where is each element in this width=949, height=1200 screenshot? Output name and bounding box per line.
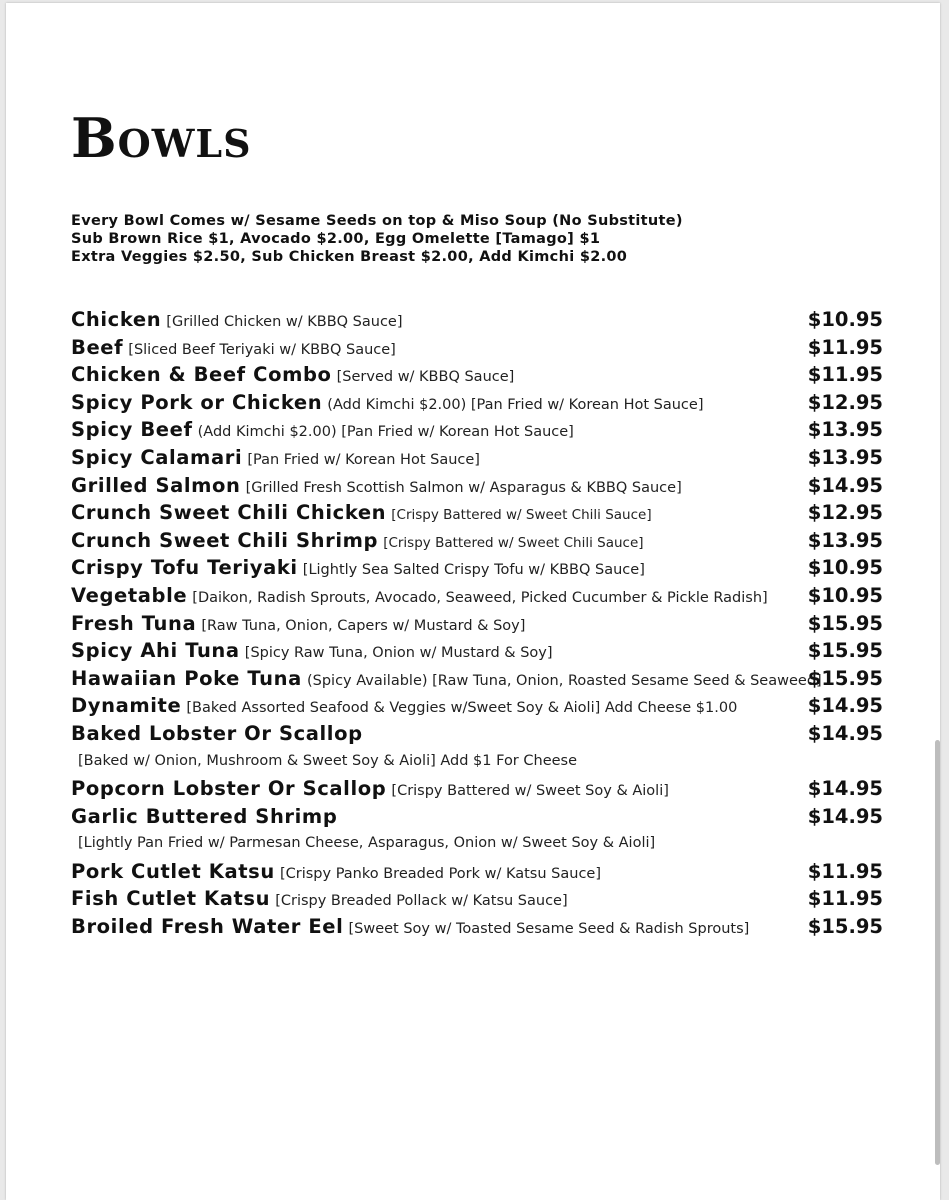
menu-item-description: [Raw Tuna, Onion, Capers w/ Mustard & Soy] [201, 617, 526, 634]
menu-item-price: $15.95 [807, 639, 883, 663]
menu-item-name: Vegetable [71, 583, 188, 607]
menu-item-description [71, 748, 883, 776]
menu-item-description: (Spicy Available) [Raw Tuna, Onion, Roasted Sesame Seed & Seaweed] [306, 672, 822, 689]
menu-item [71, 582, 883, 610]
scrollbar[interactable] [935, 740, 940, 1165]
menu-item-price: $14.95 [807, 473, 883, 497]
menu-item [71, 527, 883, 555]
menu-item-name: Fish Cutlet Katsu [71, 887, 271, 911]
menu-item-name: Grilled Salmon [71, 473, 241, 497]
menu-item-name: Baked Lobster Or Scallop [71, 721, 363, 745]
menu-item [71, 554, 883, 582]
menu-item-description: [Served w/ KBBQ Sauce] [336, 369, 515, 386]
menu-item [71, 858, 883, 886]
menu-item-description: [Daikon, Radish Sprouts, Avocado, Seaweed, Picked Cucumber & Pickle Radish] [192, 589, 768, 606]
menu-item-description-text: [Baked w/ Onion, Mushroom & Sweet Soy & Aioli] Add $1 For Cheese [78, 752, 578, 769]
menu-item-price: $15.95 [807, 915, 883, 939]
menu-list [71, 306, 883, 941]
menu-item [71, 444, 883, 472]
menu-item-name: Spicy Beef [71, 418, 193, 442]
menu-item-name: Garlic Buttered Shrimp [71, 804, 338, 828]
menu-item-description: (Add Kimchi $2.00) [Pan Fried w/ Korean Hot Sauce] [197, 424, 574, 441]
menu-item-price: $13.95 [807, 528, 883, 552]
menu-item [71, 306, 883, 334]
menu-item-name: Crunch Sweet Chili Chicken [71, 501, 387, 525]
menu-item-description: [Crispy Battered w/ Sweet Chili Sauce] [383, 534, 644, 551]
menu-item-price: $11.95 [807, 887, 883, 911]
menu-item [71, 361, 883, 389]
menu-item-name: Broiled Fresh Water Eel [71, 915, 344, 939]
menu-item-description: [Grilled Chicken w/ KBBQ Sauce] [166, 314, 403, 330]
menu-item-price: $11.95 [807, 363, 883, 387]
bowl-note: Every Bowl Comes w/ Sesame Seeds on top & Miso Soup (No Substitute) [71, 213, 683, 229]
menu-item-description [71, 830, 883, 858]
menu-item [71, 499, 883, 527]
page-title: Bowls [71, 106, 252, 170]
menu-item-name: Crunch Sweet Chili Shrimp [71, 528, 379, 552]
menu-item-name: Popcorn Lobster Or Scallop [71, 777, 387, 801]
menu-item-name: Spicy Ahi Tuna [71, 639, 240, 663]
menu-item-name: Fresh Tuna [71, 611, 197, 635]
menu-item-description: [Baked Assorted Seafood & Veggies w/Sweet Soy & Aioli] Add Cheese $1.00 [186, 700, 738, 717]
menu-item-description: [Sweet Soy w/ Toasted Sesame Seed & Radish Sprouts] [348, 921, 750, 938]
menu-item-description: [Pan Fried w/ Korean Hot Sauce] [247, 451, 480, 468]
menu-item [71, 389, 883, 417]
menu-page [6, 3, 940, 1200]
menu-item-price: $13.95 [807, 418, 883, 442]
menu-item-description: [Sliced Beef Teriyaki w/ KBBQ Sauce] [128, 341, 396, 358]
menu-item-price: $10.95 [807, 583, 883, 607]
menu-item-name: Chicken [71, 308, 162, 331]
menu-item-price: $15.95 [807, 611, 883, 635]
menu-item [71, 775, 883, 803]
bowl-note: Extra Veggies $2.50, Sub Chicken Breast $2.00, Add Kimchi $2.00 [71, 249, 628, 265]
menu-item [71, 472, 883, 500]
menu-item [71, 637, 883, 665]
menu-item-name: Spicy Pork or Chicken [71, 390, 323, 414]
menu-item-price: $11.95 [807, 859, 883, 883]
menu-item-description: [Crispy Breaded Pollack w/ Katsu Sauce] [275, 893, 568, 910]
menu-item-price: $13.95 [807, 445, 883, 469]
menu-item-price: $11.95 [807, 335, 883, 359]
menu-item-description: [Grilled Fresh Scottish Salmon w/ Asparagus & KBBQ Sauce] [245, 479, 682, 496]
menu-item-description: [Crispy Panko Breaded Pork w/ Katsu Sauce] [279, 865, 601, 882]
menu-item [71, 803, 883, 831]
menu-item-price: $14.95 [807, 694, 883, 718]
menu-item-name: Chicken & Beef Combo [71, 363, 332, 387]
menu-item-description: [Crispy Battered w/ Sweet Chili Sauce] [391, 507, 652, 524]
menu-item [71, 885, 883, 913]
menu-item-price: $12.95 [807, 390, 883, 414]
menu-item [71, 416, 883, 444]
menu-item-price: $12.95 [807, 501, 883, 525]
menu-item-description-text: [Lightly Pan Fried w/ Parmesan Cheese, Asparagus, Onion w/ Sweet Soy & Aioli] [78, 835, 656, 852]
menu-item-description: (Add Kimchi $2.00) [Pan Fried w/ Korean Hot Sauce] [327, 396, 704, 413]
menu-item [71, 720, 883, 748]
menu-item-name: Pork Cutlet Katsu [71, 859, 275, 883]
menu-item-name: Hawaiian Poke Tuna [71, 666, 302, 690]
bowl-notes [71, 212, 891, 266]
menu-item [71, 334, 883, 362]
menu-item [71, 692, 883, 720]
menu-item-price: $14.95 [807, 777, 883, 801]
menu-item-price: $10.95 [807, 308, 883, 331]
menu-item-price: $10.95 [807, 556, 883, 580]
bowl-note: Sub Brown Rice $1, Avocado $2.00, Egg Omelette [Tamago] $1 [71, 231, 601, 247]
menu-item [71, 913, 883, 941]
menu-item-name: Crispy Tofu Teriyaki [71, 556, 298, 580]
menu-item-price: $15.95 [807, 666, 883, 690]
menu-item-description: [Crispy Battered w/ Sweet Soy & Aioli] [391, 783, 669, 800]
menu-item [71, 610, 883, 638]
menu-item-name: Dynamite [71, 694, 182, 718]
menu-item-name: Beef [71, 335, 124, 359]
menu-item-price: $14.95 [807, 721, 883, 745]
menu-item-name: Spicy Calamari [71, 445, 243, 469]
menu-item-description: [Lightly Sea Salted Crispy Tofu w/ KBBQ Sauce] [302, 562, 645, 579]
menu-item [71, 665, 883, 693]
menu-item-price: $14.95 [807, 804, 883, 828]
menu-item-description: [Spicy Raw Tuna, Onion w/ Mustard & Soy] [244, 645, 553, 662]
